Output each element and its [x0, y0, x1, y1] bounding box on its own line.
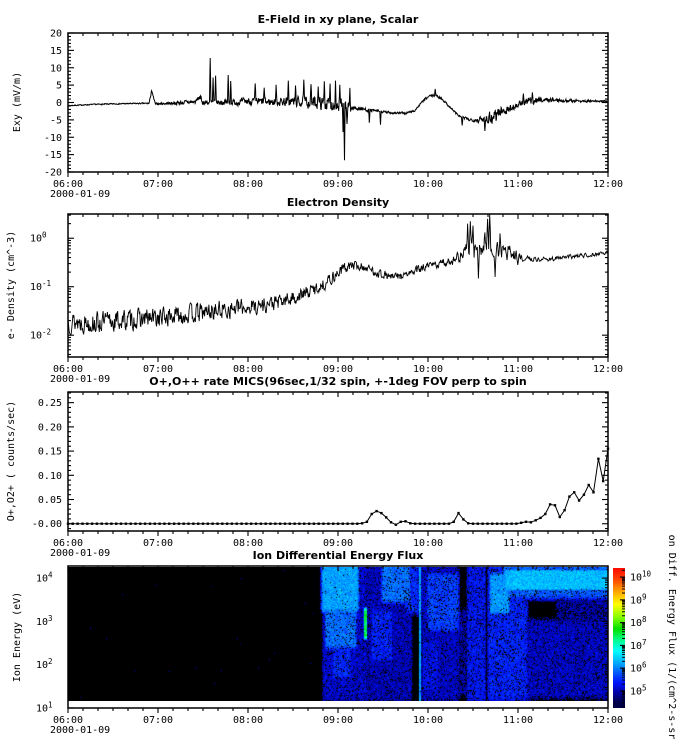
svg-text:07:00: 07:00	[142, 715, 174, 726]
oplus-y-axis-label: O+,O2+ ( counts/sec)	[6, 400, 17, 522]
svg-text:10: 10	[49, 63, 62, 75]
svg-text:12:00: 12:00	[592, 715, 624, 726]
svg-text:09:00: 09:00	[322, 538, 354, 549]
svg-text:10:00: 10:00	[412, 715, 444, 726]
svg-text:08:00: 08:00	[232, 364, 264, 375]
svg-text:0: 0	[55, 98, 62, 109]
svg-text:08:00: 08:00	[232, 179, 264, 190]
svg-text:10-1: $10^{-1}$	[30, 279, 52, 294]
svg-text:10:00: 10:00	[412, 538, 444, 549]
svg-text:12:00: 12:00	[592, 364, 624, 375]
svg-text:-5: -5	[49, 115, 62, 127]
svg-text:08:00: 08:00	[232, 538, 264, 549]
ionflux-date-label: 2000-01-09	[50, 725, 111, 736]
svg-text:5: 5	[55, 80, 62, 92]
svg-text:0.25: 0.25	[37, 398, 62, 410]
svg-text:0.10: 0.10	[37, 470, 62, 482]
svg-text:11:00: 11:00	[502, 179, 534, 190]
svg-text:11:00: 11:00	[502, 364, 534, 375]
svg-text:06:00: 06:00	[52, 715, 84, 726]
svg-text:-20: -20	[43, 167, 62, 179]
svg-text:09:00: 09:00	[322, 179, 354, 190]
oplus-panel-title: O+,O++ rate MICS(96sec,1/32 spin, +-1deg FOV perp to spin	[149, 375, 527, 388]
svg-text:105: $10^5$	[630, 683, 647, 698]
svg-text:11:00: 11:00	[502, 538, 534, 549]
svg-text:1010: $10^{10}$	[630, 569, 652, 584]
svg-text:06:00: 06:00	[52, 364, 84, 375]
edensity-date-label: 2000-01-09	[50, 374, 111, 385]
svg-text:0.15: 0.15	[37, 446, 62, 458]
svg-text:-0.00: -0.00	[31, 519, 62, 531]
svg-text:108: $10^8$	[630, 615, 647, 630]
svg-text:11:00: 11:00	[502, 715, 534, 726]
svg-text:20: 20	[49, 28, 62, 40]
svg-text:0.20: 0.20	[37, 422, 62, 434]
svg-text:12:00: 12:00	[592, 538, 624, 549]
efield-panel-title: E-Field in xy plane, Scalar	[257, 13, 419, 26]
svg-text:-15: -15	[43, 150, 62, 162]
efield-y-axis-label: Exy (mV/m)	[12, 71, 23, 133]
svg-text:07:00: 07:00	[142, 538, 174, 549]
svg-text:10-2: $10^{-2}$	[30, 327, 52, 342]
svg-text:104: $10^4$	[36, 570, 53, 585]
svg-text:09:00: 09:00	[322, 715, 354, 726]
svg-text:10:00: 10:00	[412, 179, 444, 190]
svg-text:15: 15	[49, 45, 62, 57]
svg-text:101: $10^1$	[36, 700, 53, 715]
ionflux-panel-title: Ion Differential Energy Flux	[252, 549, 424, 562]
svg-text:10:00: 10:00	[412, 364, 444, 375]
svg-text:102: $10^2$	[36, 657, 53, 672]
svg-text:-10: -10	[43, 132, 62, 144]
svg-text:06:00: 06:00	[52, 179, 84, 190]
svg-text:107: $10^7$	[630, 637, 647, 652]
oplus-date-label: 2000-01-09	[50, 548, 111, 559]
svg-text:07:00: 07:00	[142, 364, 174, 375]
svg-text:07:00: 07:00	[142, 179, 174, 190]
svg-text:08:00: 08:00	[232, 715, 264, 726]
efield-date-label: 2000-01-09	[50, 189, 111, 200]
edensity-panel-title: Electron Density	[286, 196, 390, 209]
svg-text:109: $10^9$	[630, 592, 647, 607]
edensity-y-axis-label: e- Density (cm^-3)	[6, 230, 17, 340]
ionflux-y-axis-label: Ion Energy (eV)	[12, 591, 23, 683]
colorbar-axis-label: on Diff. Energy Flux (1/(cm^2-s-sr	[666, 534, 677, 740]
svg-text:103: $10^3$	[36, 613, 53, 628]
svg-text:12:00: 12:00	[592, 179, 624, 190]
svg-text:0.05: 0.05	[37, 495, 62, 507]
svg-text:100: $10^0$	[30, 230, 47, 245]
svg-text:106: $10^6$	[630, 660, 647, 675]
svg-text:06:00: 06:00	[52, 538, 84, 549]
svg-text:09:00: 09:00	[322, 364, 354, 375]
